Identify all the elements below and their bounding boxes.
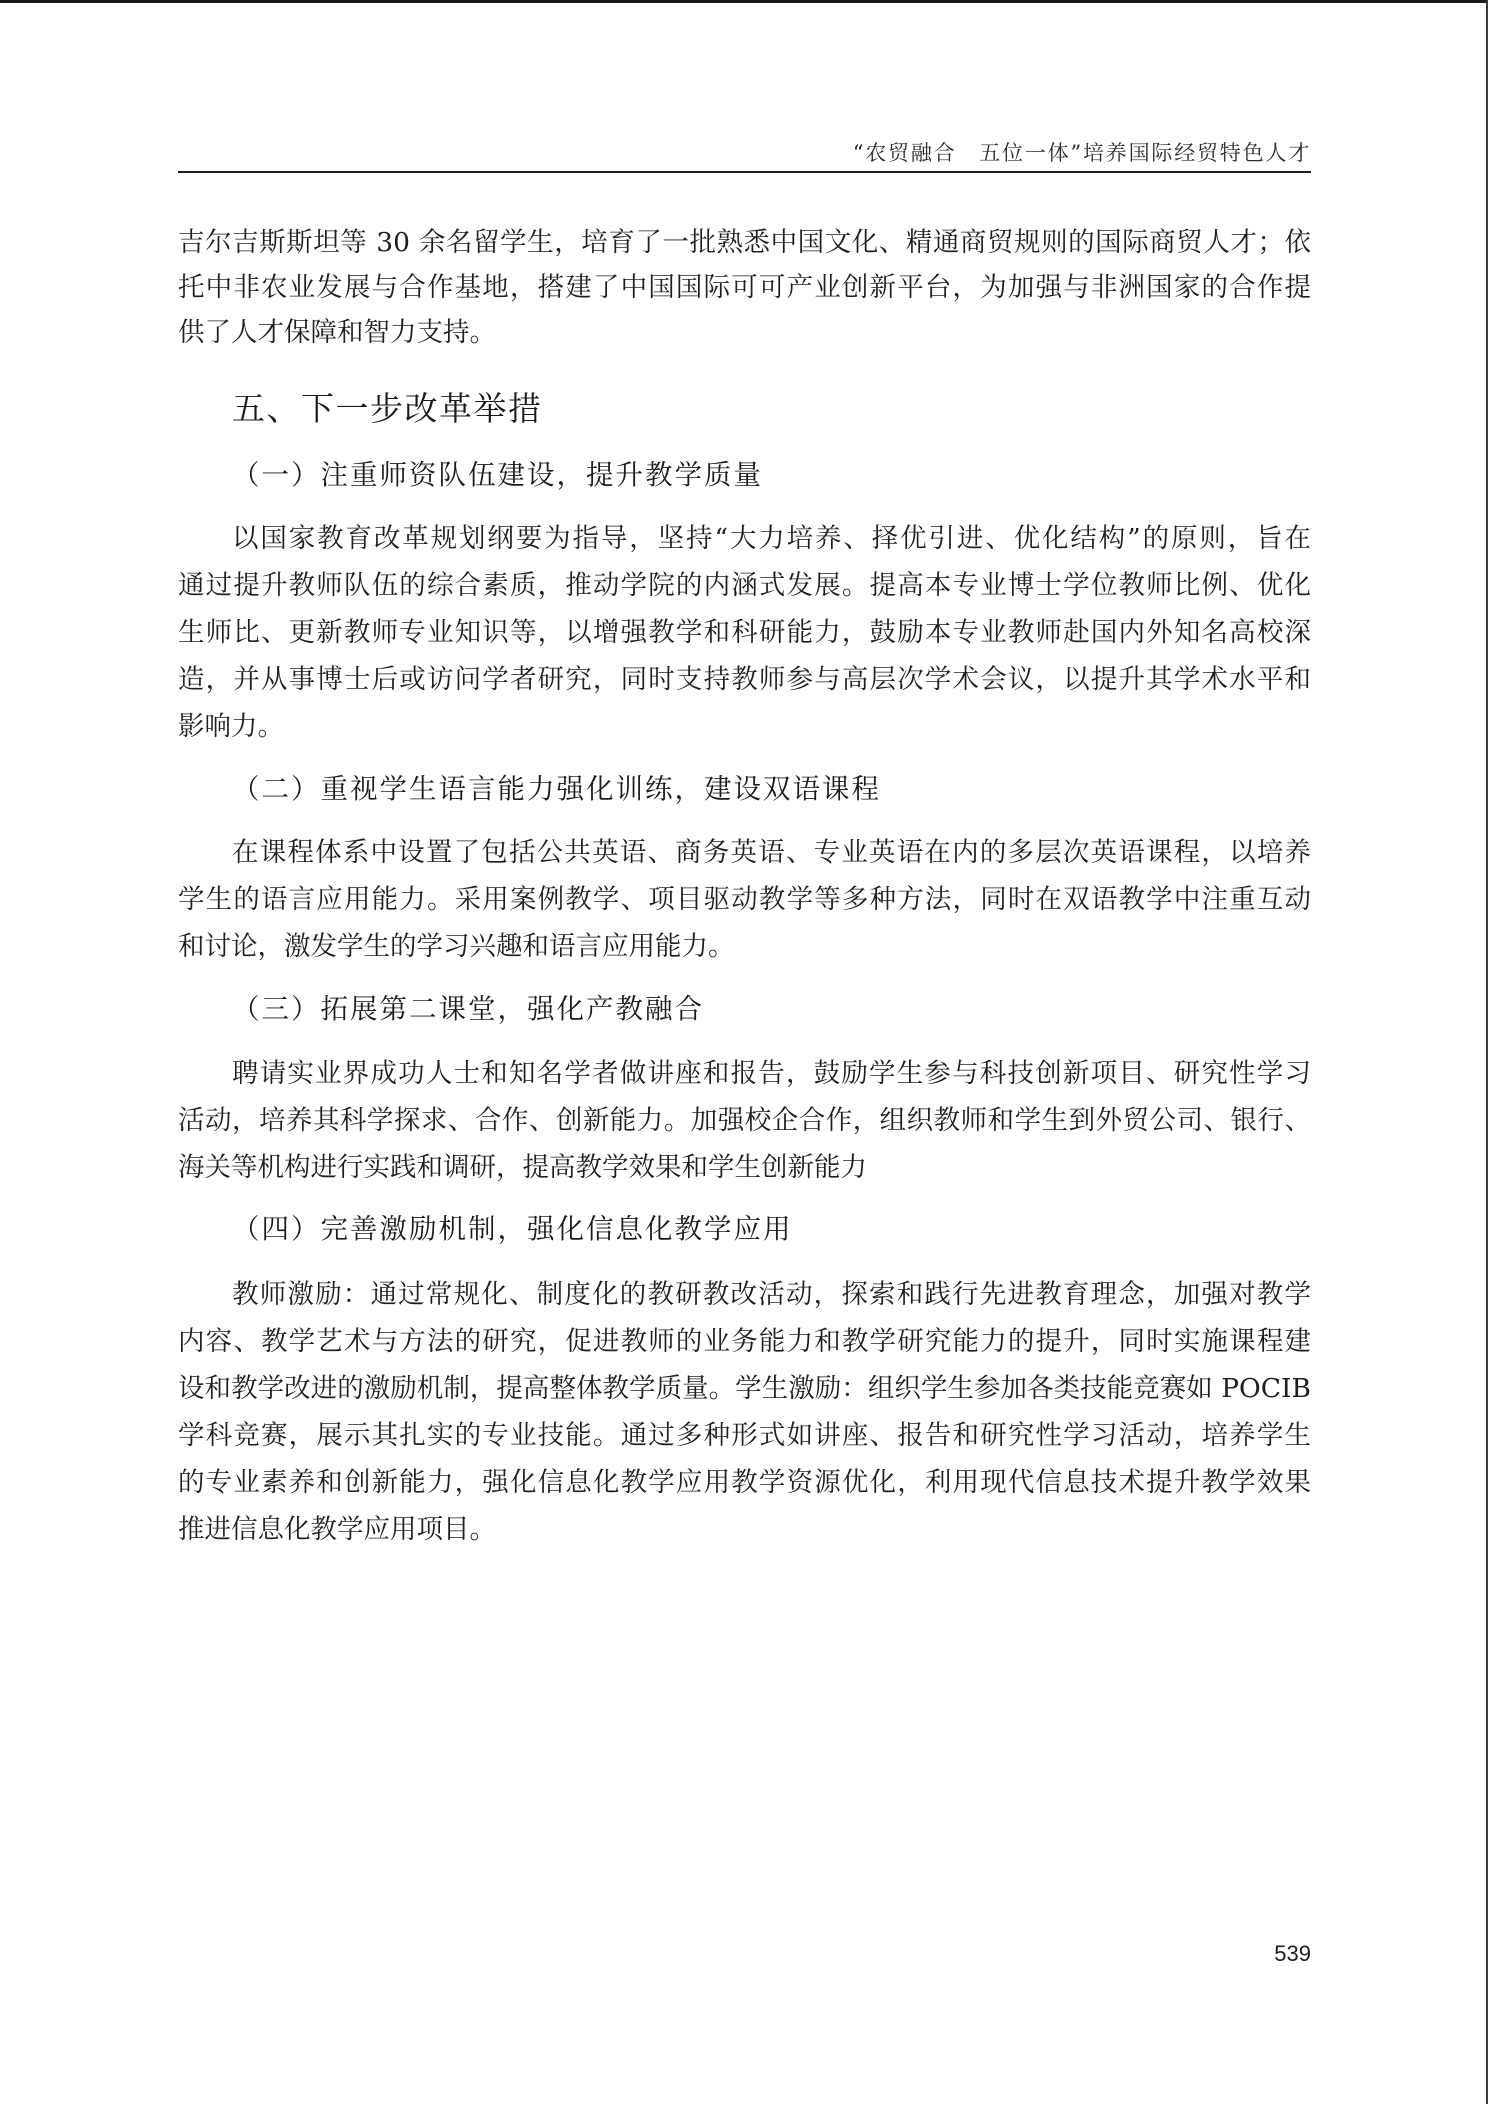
paragraph-line: 供了人才保障和智力支持。 <box>178 317 496 348</box>
running-header: “农贸融合 五位一体”培养国际经贸特色人才 <box>852 141 1311 165</box>
paragraph-line: 学生的语言应用能力。采用案例教学、项目驱动教学等多种方法，同时在双语教学中注重互动 <box>178 884 1311 915</box>
subsection-paragraph <box>178 515 1311 750</box>
subsection-heading: （二）重视学生语言能力强化训练，建设双语课程 <box>232 773 881 805</box>
paragraph-line: 以国家教育改革规划纲要为指导，坚持“大力培养、择优引进、优化结构”的原则，旨在 <box>232 523 1311 554</box>
paragraph-line: 活动，培养其科学探求、合作、创新能力。加强校企合作，组织教师和学生到外贸公司、银行、 <box>178 1105 1311 1136</box>
paragraph-line: 设和教学改进的激励机制，提高整体教学质量。学生激励：组织学生参加各类技能竞赛如 POCIB <box>178 1373 1311 1404</box>
subsection-heading: （四）完善激励机制，强化信息化教学应用 <box>232 1213 793 1245</box>
paragraph-line: 聘请实业界成功人士和知名学者做讲座和报告，鼓励学生参与科技创新项目、研究性学习 <box>232 1058 1311 1089</box>
paragraph-line: 托中非农业发展与合作基地，搭建了中国国际可可产业创新平台，为加强与非洲国家的合作提 <box>178 272 1311 303</box>
page-number: 539 <box>1274 1941 1311 1966</box>
paragraph-line: 在课程体系中设置了包括公共英语、商务英语、专业英语在内的多层次英语课程，以培养 <box>232 837 1311 868</box>
paragraph-line: 通过提升教师队伍的综合素质，推动学院的内涵式发展。提高本专业博士学位教师比例、优化 <box>178 570 1311 601</box>
subsection-heading: （一）注重师资队伍建设，提升教学质量 <box>232 459 763 491</box>
subsection-heading: （三）拓展第二课堂，强化产教融合 <box>232 993 704 1025</box>
paragraph-line: 内容、教学艺术与方法的研究，促进教师的业务能力和教学研究能力的提升，同时实施课程建 <box>178 1326 1311 1357</box>
subsection-paragraph <box>178 1050 1311 1191</box>
subsection-paragraph <box>178 829 1311 970</box>
subsection-paragraph <box>178 1271 1311 1553</box>
header-rule <box>178 171 1311 173</box>
section-heading: 五、下一步改革举措 <box>232 389 543 428</box>
paragraph-line: 海关等机构进行实践和调研，提高教学效果和学生创新能力 <box>178 1152 867 1183</box>
paragraph-line: 教师激励：通过常规化、制度化的教研教改活动，探索和践行先进教育理念，加强对教学 <box>232 1279 1311 1310</box>
paragraph-line: 学科竞赛，展示其扎实的专业技能。通过多种形式如讲座、报告和研究性学习活动，培养学生 <box>178 1420 1311 1451</box>
paragraph-line: 的专业素养和创新能力，强化信息化教学应用教学资源优化，利用现代信息技术提升教学效果 <box>178 1467 1311 1498</box>
paragraph-line: 和讨论，激发学生的学习兴趣和语言应用能力。 <box>178 931 735 962</box>
paragraph-line: 影响力。 <box>178 711 284 742</box>
page-border-top <box>0 0 1488 3</box>
continuation-paragraph <box>178 220 1311 355</box>
paragraph-line: 推进信息化教学应用项目。 <box>178 1514 496 1545</box>
paragraph-line: 吉尔吉斯斯坦等 30 余名留学生，培育了一批熟悉中国文化、精通商贸规则的国际商贸人才；依 <box>178 227 1311 258</box>
paragraph-line: 造，并从事博士后或访问学者研究，同时支持教师参与高层次学术会议，以提升其学术水平和 <box>178 664 1311 695</box>
paragraph-line: 生师比、更新教师专业知识等，以增强教学和科研能力，鼓励本专业教师赴国内外知名高校深 <box>178 617 1311 648</box>
